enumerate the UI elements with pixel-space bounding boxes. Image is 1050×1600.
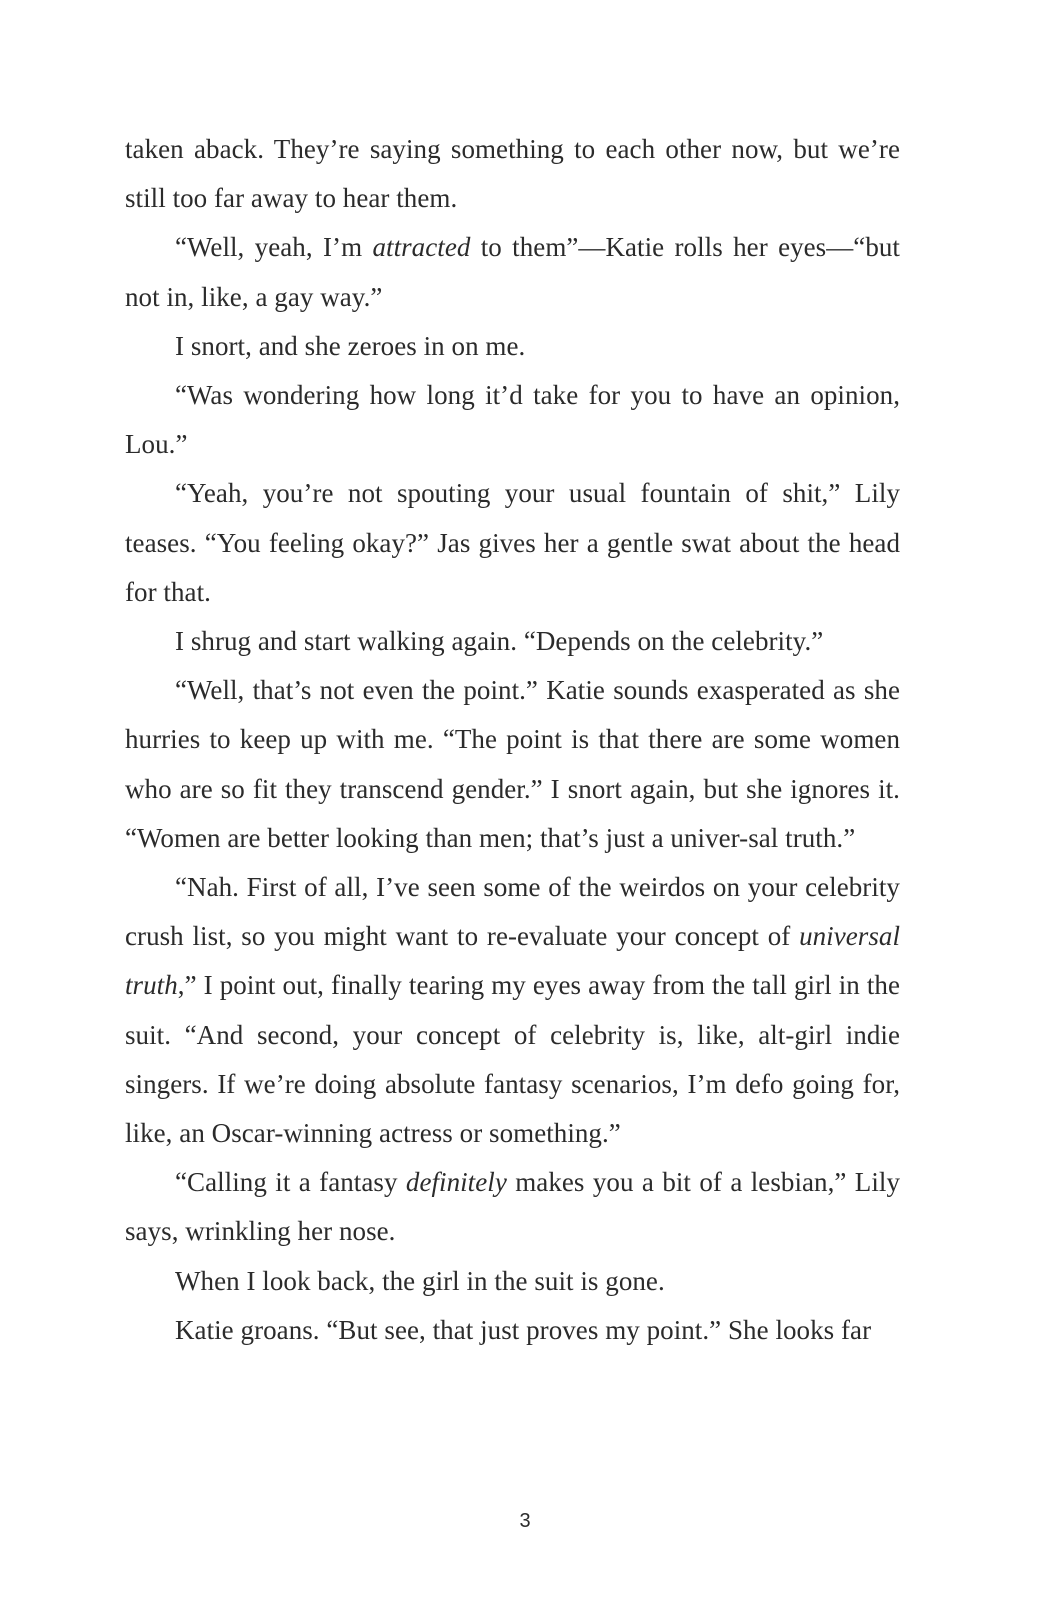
- emphasis-text: universal truth: [125, 921, 900, 1001]
- paragraph-9: “Calling it a fantasy definitely makes you a bit of a lesbian,” Lily says, wrinkling her nose.: [125, 1167, 900, 1247]
- paragraph-10: When I look back, the girl in the suit is gone.: [175, 1265, 665, 1296]
- paragraph-8: “Nah. First of all, I’ve seen some of the weirdos on your celebrity crush list, so you might want to re-evaluate your concept of universal truth,” I point out, finally tearing my eyes away from the tall girl in the suit. “And second, your concept of celebrity is, like, alt-girl indie singers. If we’re doing absolute fantasy scenarios, I’m defo going for, like, an Oscar-winning actress or something.”: [125, 872, 900, 1149]
- paragraph-3: I snort, and she zeroes in on me.: [175, 330, 526, 361]
- paragraph-4: “Was wondering how long it’d take for you to have an opinion, Lou.”: [125, 380, 900, 460]
- body-text: [125, 125, 900, 1355]
- paragraph-7: “Well, that’s not even the point.” Katie sounds exasperated as she hurries to keep up with me. “The point is that there are some women who are so fit they transcend gender.” I snort again, but she ignores it. “Women are better looking than men; that’s just a univer-sal truth.”: [125, 675, 900, 853]
- emphasis-text: attracted: [372, 232, 471, 263]
- paragraph-6: I shrug and start walking again. “Depends on the celebrity.”: [175, 626, 824, 657]
- paragraph-5: “Yeah, you’re not spouting your usual fountain of shit,” Lily teases. “You feeling okay?” Jas gives her a gentle swat about the head for that.: [125, 478, 900, 607]
- paragraph-1: taken aback. They’re saying something to each other now, but we’re still too far away to hear them.: [125, 134, 900, 214]
- paragraph-11: Katie groans. “But see, that just proves my point.” She looks far: [175, 1314, 872, 1345]
- paragraph-2: “Well, yeah, I’m attracted to them”—Katie rolls her eyes—“but not in, like, a gay way.”: [125, 232, 900, 312]
- emphasis-text: definitely: [405, 1167, 507, 1198]
- page-number: 3: [519, 1510, 531, 1532]
